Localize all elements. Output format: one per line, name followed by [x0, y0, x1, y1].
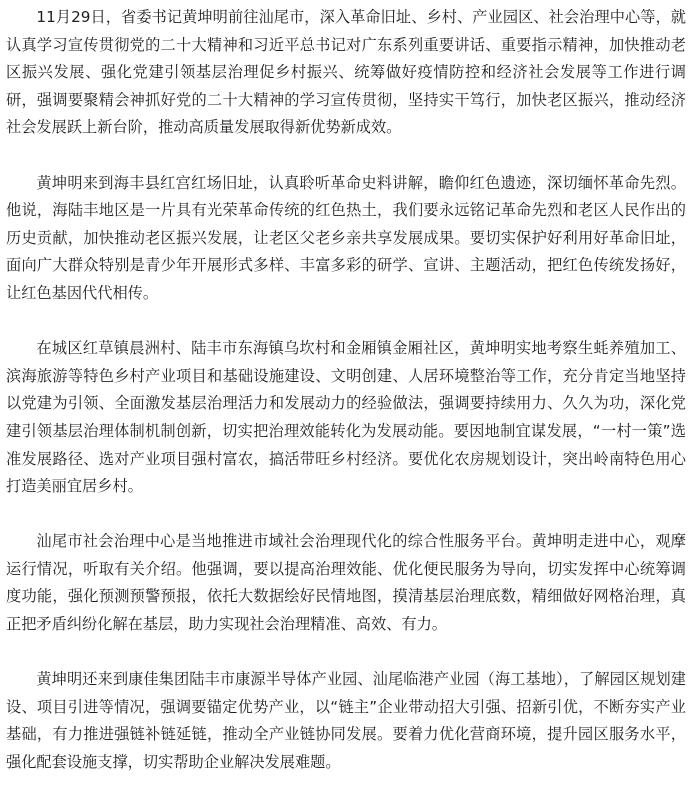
paragraph-social-governance-center: 汕尾市社会治理中心是当地推进市域社会治理现代化的综合性服务平台。黄坤明走进中心，观摩运行情况，听取有关介绍。他强调，要以提高治理效能、优化便民服务为导向，切实发挥中心统筹调度功能，强化预测预警预报，依托大数据绘好民情地图，摸清基层治理底数，精细做好网格治理，真正把矛盾纠纷化解在基层，助力实现社会治理精准、高效、有力。 — [6, 532, 686, 634]
paragraph-village-inspection: 在城区红草镇晨洲村、陆丰市东海镇乌坎村和金厢镇金厢社区，黄坤明实地考察生蚝养殖加工、滨海旅游等特色乡村产业项目和基础设施建设、文明创建、人居环境整治等工作，充分肯定当地坚持以党建为引领、全面激发基层治理活力和发展动力的经验做法，强调要持续用力、久久为功，深化党建引领基层治理体制机制创新，切实把治理效能转化为发展动能。要因地制宜谋发展，“一村一策”选准发展路径、选对产业项目强村富农，搞活带旺乡村经济。要优化农房规划设计，突出岭南特色用心打造美丽宜居乡村。 — [6, 339, 686, 496]
paragraph-red-palace-visit: 黄坤明来到海丰县红宫红场旧址，认真聆听革命史料讲解，瞻仰红色遗迹，深切缅怀革命先烈。他说，海陆丰地区是一片具有光荣革命传统的红色热土，我们要永远铭记革命先烈和老区人民作出的历史贡献，加快推动老区振兴发展，让老区父老乡亲共享发展成果。要切实保护好利用好革命旧址，面向广大群众特别是青少年开展形式多样、丰富多彩的研学、宣讲、主题活动，把红色传统发扬好，让红色基因代代相传。 — [6, 173, 686, 302]
paragraph-industrial-park: 黄坤明还来到康佳集团陆丰市康源半导体产业园、汕尾临港产业园（海工基地），了解园区规划建设、项目引进等情况，强调要锚定优势产业，以“链主”企业带动招大引强、招新引优，不断夯实产业基础，有力推进强链补链延链，推动全产业链协同发展。要着力优化营商环境，提升园区服务水平，强化配套设施支撑，切实帮助企业解决发展难题。 — [6, 670, 686, 772]
paragraph-intro: 11月29日，省委书记黄坤明前往汕尾市，深入革命旧址、乡村、产业园区、社会治理中心等，就认真学习宣传贯彻党的二十大精神和习近平总书记对广东系列重要讲话、重要指示精神，加快推动老区振兴发展、强化党建引领基层治理促乡村振兴、统筹做好疫情防控和经济社会发展等工作进行调研，强调要聚精会神抓好党的二十大精神的学习宣传贯彻，坚持实干笃行，加快老区振兴，推动经济社会发展跃上新台阶，推动高质量发展取得新优势新成效。 — [6, 8, 686, 137]
article-body — [6, 4, 686, 804]
